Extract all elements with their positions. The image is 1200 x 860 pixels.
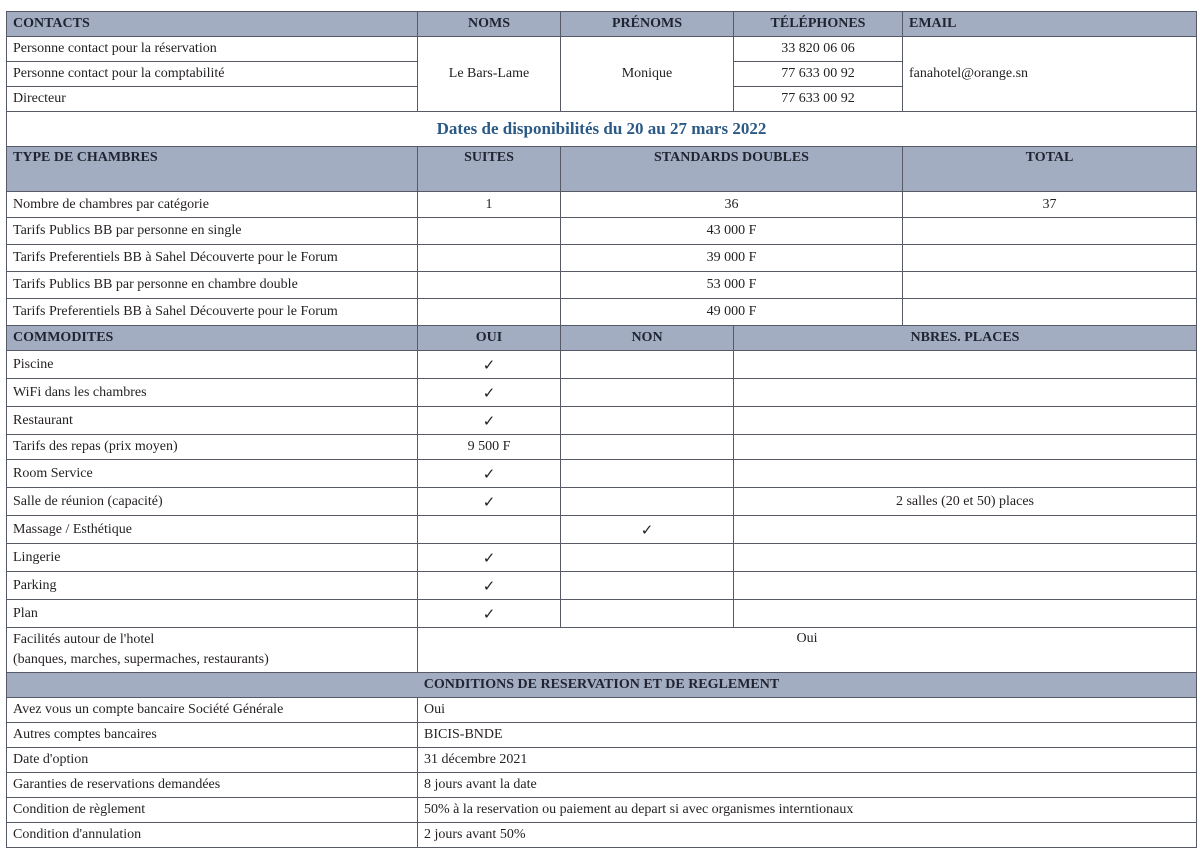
contact-role: Personne contact pour la comptabilité xyxy=(7,62,418,87)
checkmark-icon: ✓ xyxy=(418,460,561,488)
room-count-row xyxy=(7,192,1197,218)
contact-phone: 77 633 00 92 xyxy=(734,62,903,87)
commodite-label: Salle de réunion (capacité) xyxy=(7,488,418,516)
commodite-label: Room Service xyxy=(7,460,418,488)
condition-value: 50% à la reservation ou paiement au depart si avec organismes interntionaux xyxy=(418,798,1197,823)
commodite-row xyxy=(7,572,1197,600)
tarif-row xyxy=(7,272,1197,299)
checkmark-icon: ✓ xyxy=(418,600,561,628)
tarif-label: Tarifs Preferentiels BB à Sahel Découverte pour le Forum xyxy=(7,245,418,272)
facilites-row xyxy=(7,628,1197,673)
non-cell xyxy=(561,600,734,628)
standards-count: 36 xyxy=(561,192,903,218)
commodite-row xyxy=(7,435,1197,460)
condition-value: Oui xyxy=(418,698,1197,723)
condition-label: Condition de règlement xyxy=(7,798,418,823)
commodite-row xyxy=(7,407,1197,435)
contact-prenom: Monique xyxy=(561,37,734,112)
places-cell xyxy=(734,407,1197,435)
standards-header: STANDARDS DOUBLES xyxy=(561,147,903,192)
condition-value: 2 jours avant 50% xyxy=(418,823,1197,848)
rooms-header-row xyxy=(7,147,1197,192)
condition-row xyxy=(7,698,1197,723)
contact-nom: Le Bars-Lame xyxy=(418,37,561,112)
suites-count: 1 xyxy=(418,192,561,218)
checkmark-icon: ✓ xyxy=(418,407,561,435)
checkmark-icon: ✓ xyxy=(418,488,561,516)
contacts-header-row xyxy=(7,12,1197,37)
tarif-suites-cell xyxy=(418,245,561,272)
contact-role: Directeur xyxy=(7,87,418,112)
hotel-info-sheet xyxy=(6,11,1196,848)
tarif-row xyxy=(7,218,1197,245)
oui-cell xyxy=(418,516,561,544)
prenoms-header: PRÉNOMS xyxy=(561,12,734,37)
non-cell xyxy=(561,488,734,516)
contact-row xyxy=(7,37,1197,62)
checkmark-icon: ✓ xyxy=(418,572,561,600)
tarif-label: Tarifs Preferentiels BB à Sahel Découverte pour le Forum xyxy=(7,299,418,326)
condition-value: BICIS-BNDE xyxy=(418,723,1197,748)
commodite-label: Piscine xyxy=(7,351,418,379)
condition-row xyxy=(7,723,1197,748)
facilites-label-line1: Facilités autour de l'hotel xyxy=(13,632,155,647)
condition-row xyxy=(7,823,1197,848)
oui-header: OUI xyxy=(418,326,561,351)
places-cell xyxy=(734,460,1197,488)
commodite-label: Restaurant xyxy=(7,407,418,435)
suites-header: SUITES xyxy=(418,147,561,192)
tarif-suites-cell xyxy=(418,218,561,245)
condition-row xyxy=(7,748,1197,773)
places-cell xyxy=(734,516,1197,544)
tarif-total-cell xyxy=(903,299,1197,326)
hotel-info-table xyxy=(6,11,1197,848)
commodite-label: Massage / Esthétique xyxy=(7,516,418,544)
commodites-header: COMMODITES xyxy=(7,326,418,351)
checkmark-icon: ✓ xyxy=(418,351,561,379)
contact-phone: 33 820 06 06 xyxy=(734,37,903,62)
commodite-row xyxy=(7,600,1197,628)
tarif-value: 53 000 F xyxy=(561,272,903,299)
tarif-total-cell xyxy=(903,272,1197,299)
commodite-label: Lingerie xyxy=(7,544,418,572)
noms-header: NOMS xyxy=(418,12,561,37)
places-cell xyxy=(734,600,1197,628)
non-cell xyxy=(561,351,734,379)
conditions-header: CONDITIONS DE RESERVATION ET DE REGLEMENT xyxy=(7,673,1197,698)
checkmark-icon: ✓ xyxy=(418,379,561,407)
condition-label: Avez vous un compte bancaire Société Générale xyxy=(7,698,418,723)
room-type-header: TYPE DE CHAMBRES xyxy=(7,147,418,192)
total-header: TOTAL xyxy=(903,147,1197,192)
contact-email: fanahotel@orange.sn xyxy=(903,37,1197,112)
places-cell xyxy=(734,435,1197,460)
tarif-value: 43 000 F xyxy=(561,218,903,245)
room-count-label: Nombre de chambres par catégorie xyxy=(7,192,418,218)
contacts-header: CONTACTS xyxy=(7,12,418,37)
contact-phone: 77 633 00 92 xyxy=(734,87,903,112)
condition-label: Date d'option xyxy=(7,748,418,773)
email-header: EMAIL xyxy=(903,12,1197,37)
commodite-row xyxy=(7,460,1197,488)
condition-label: Autres comptes bancaires xyxy=(7,723,418,748)
commodite-row xyxy=(7,488,1197,516)
non-cell xyxy=(561,379,734,407)
commodite-row xyxy=(7,351,1197,379)
tarif-label: Tarifs Publics BB par personne en single xyxy=(7,218,418,245)
condition-label: Garanties de reservations demandées xyxy=(7,773,418,798)
non-cell xyxy=(561,544,734,572)
checkmark-icon: ✓ xyxy=(561,516,734,544)
commodite-row xyxy=(7,544,1197,572)
condition-row xyxy=(7,773,1197,798)
commodite-label: Parking xyxy=(7,572,418,600)
places-cell: 2 salles (20 et 50) places xyxy=(734,488,1197,516)
places-cell xyxy=(734,379,1197,407)
facilites-label-line2: (banques, marches, supermaches, restaurants) xyxy=(13,652,269,667)
non-cell xyxy=(561,460,734,488)
non-cell xyxy=(561,435,734,460)
condition-row xyxy=(7,798,1197,823)
tarif-total-cell xyxy=(903,245,1197,272)
facilites-value: Oui xyxy=(418,628,1197,673)
tarif-row xyxy=(7,245,1197,272)
meal-price: 9 500 F xyxy=(418,435,561,460)
commodite-row xyxy=(7,516,1197,544)
contact-role: Personne contact pour la réservation xyxy=(7,37,418,62)
commodite-label: WiFi dans les chambres xyxy=(7,379,418,407)
condition-label: Condition d'annulation xyxy=(7,823,418,848)
checkmark-icon: ✓ xyxy=(418,544,561,572)
places-cell xyxy=(734,572,1197,600)
conditions-header-row xyxy=(7,673,1197,698)
commodites-header-row xyxy=(7,326,1197,351)
commodite-row xyxy=(7,379,1197,407)
commodite-label: Plan xyxy=(7,600,418,628)
non-cell xyxy=(561,572,734,600)
condition-value: 8 jours avant la date xyxy=(418,773,1197,798)
tarif-value: 39 000 F xyxy=(561,245,903,272)
dates-title-row xyxy=(7,112,1197,147)
tarif-row xyxy=(7,299,1197,326)
tarif-value: 49 000 F xyxy=(561,299,903,326)
facilites-label xyxy=(7,628,418,673)
tarif-label: Tarifs Publics BB par personne en chambre double xyxy=(7,272,418,299)
tarif-suites-cell xyxy=(418,299,561,326)
tarif-total-cell xyxy=(903,218,1197,245)
condition-value: 31 décembre 2021 xyxy=(418,748,1197,773)
dates-title: Dates de disponibilités du 20 au 27 mars 2022 xyxy=(7,112,1197,147)
non-cell xyxy=(561,407,734,435)
commodite-label: Tarifs des repas (prix moyen) xyxy=(7,435,418,460)
places-cell xyxy=(734,544,1197,572)
places-header: NBRES. PLACES xyxy=(734,326,1197,351)
telephones-header: TÉLÉPHONES xyxy=(734,12,903,37)
places-cell xyxy=(734,351,1197,379)
tarif-suites-cell xyxy=(418,272,561,299)
non-header: NON xyxy=(561,326,734,351)
total-count: 37 xyxy=(903,192,1197,218)
